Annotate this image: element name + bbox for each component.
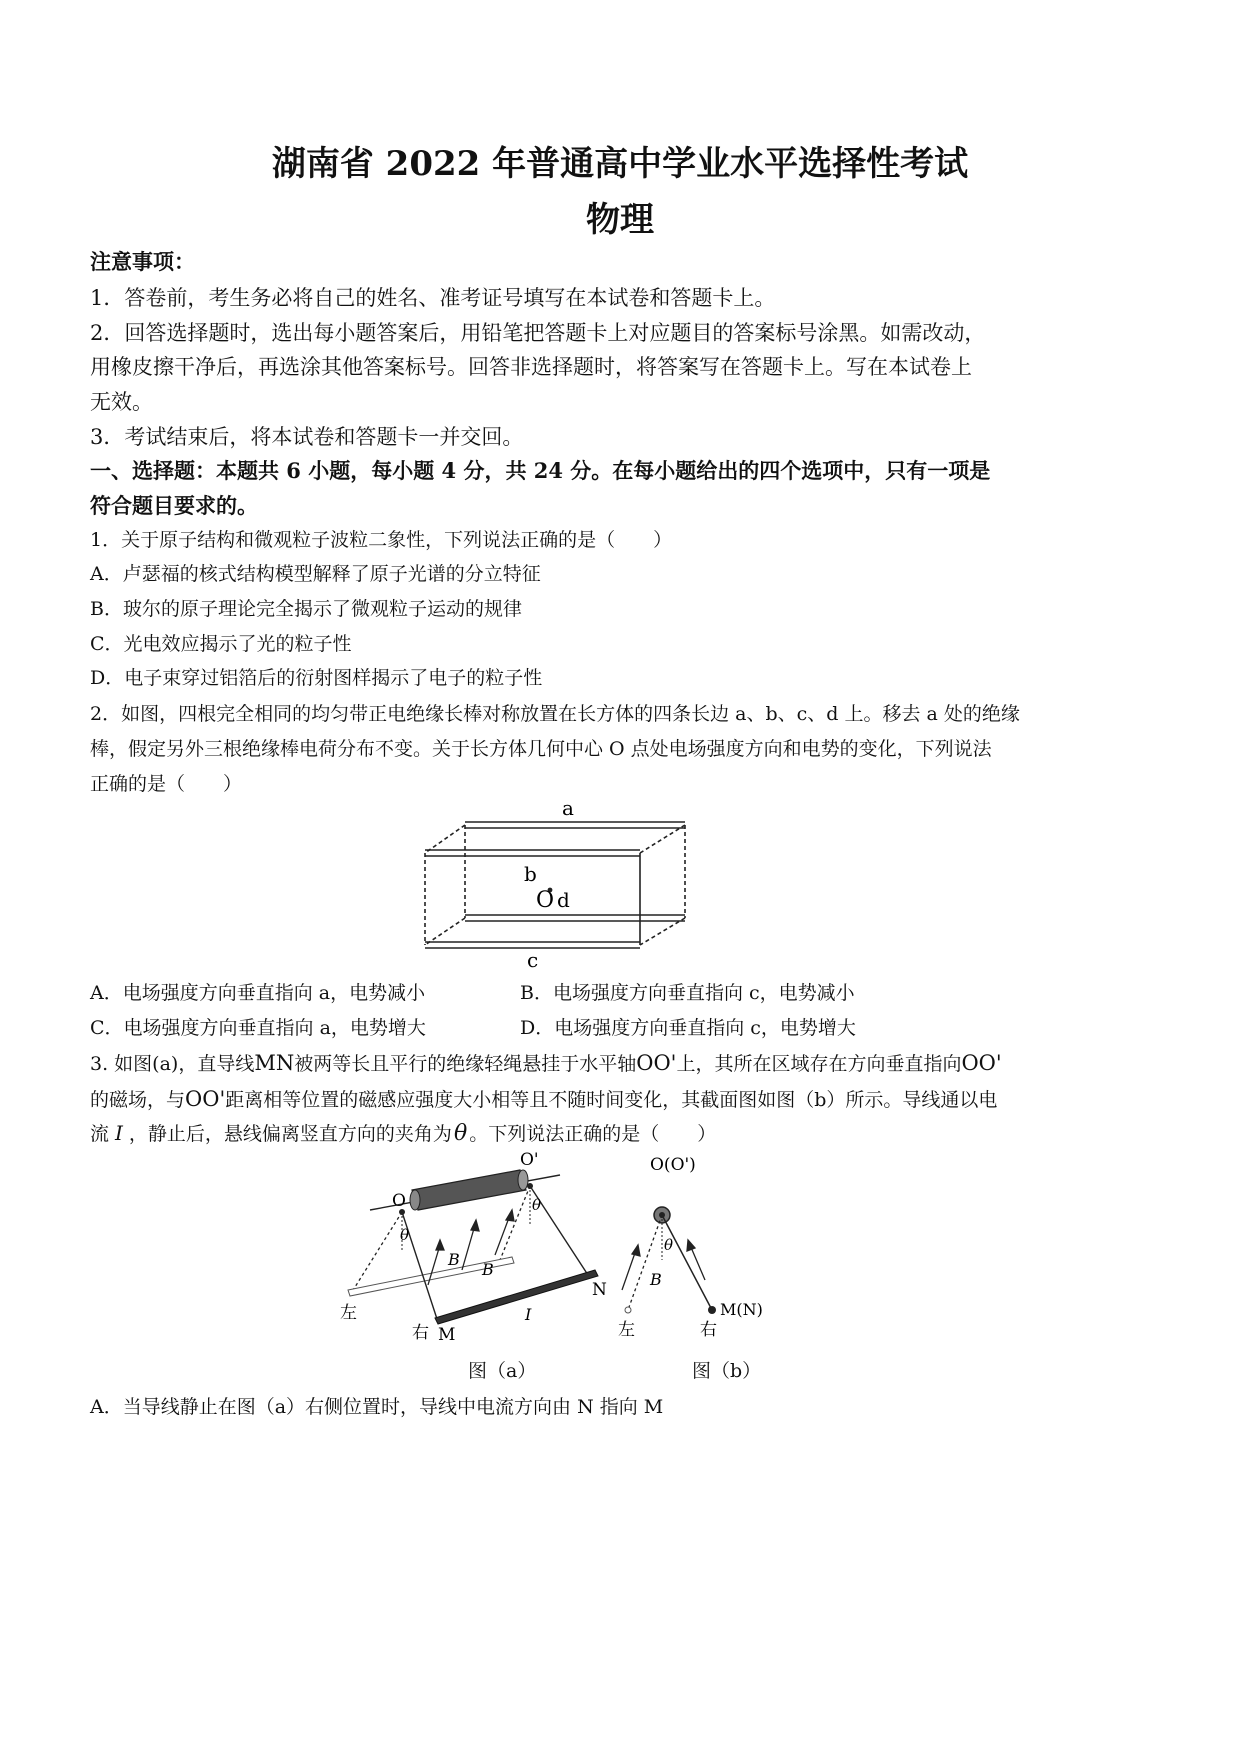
q3-stem-line-3	[90, 1119, 716, 1146]
q3-stem-line-1	[90, 1049, 1002, 1076]
q3-caption-b: 图（b）	[692, 1360, 762, 1382]
q3a-wire-mn	[435, 1270, 598, 1324]
q3-text-1b: 被两等长且平行的绝缘轻绳悬挂于水平轴	[294, 1053, 637, 1075]
q1-stem: 1．关于原子结构和微观粒子波粒二象性，下列说法正确的是（ ）	[90, 529, 673, 551]
q2-edge-depth-bl	[425, 918, 465, 945]
q2-rod-a	[465, 822, 685, 828]
q3-text-3c: 。下列说法正确的是（ ）	[469, 1123, 717, 1145]
q3b-label-right: 右	[700, 1320, 717, 1340]
q3b-wire-left	[625, 1307, 631, 1313]
q2-rod-d	[465, 915, 685, 921]
q3-text-1c: 上，其所在区域存在方向垂直指向	[676, 1053, 962, 1075]
notice-item-2-line-2: 用橡皮擦干净后，再选涂其他答案标号。回答非选择题时，将答案写在答题卡上。写在本试卷上	[90, 355, 972, 379]
q2-label-a: a	[562, 796, 574, 820]
notice-item-3: 3．考试结束后，将本试卷和答题卡一并交回。	[90, 425, 524, 449]
q3a-label-theta-1: θ	[400, 1226, 410, 1244]
q3-option-a: A．当导线静止在图（a）右侧位置时，导线中电流方向由 N 指向 M	[90, 1396, 664, 1418]
q3b-string-right	[662, 1215, 712, 1310]
q3a-b-arrow-2	[462, 1220, 479, 1270]
q3-stem-line-2	[90, 1085, 997, 1112]
q2-label-b: b	[524, 862, 537, 886]
q3a-label-b-2: B	[482, 1260, 494, 1279]
q3-mn-symbol: MN	[254, 1051, 295, 1075]
q3b-string-left	[628, 1215, 662, 1310]
q2-option-d: D．电场强度方向垂直指向 c，电势增大	[520, 1017, 856, 1039]
q3b-label-theta: θ	[664, 1236, 674, 1254]
q3a-label-theta-2: θ	[532, 1196, 542, 1214]
q3b-label-b: B	[650, 1270, 662, 1289]
q3b-label-m: M(N)	[720, 1300, 763, 1319]
q3b-label-left: 左	[618, 1320, 635, 1340]
q2-rod-b	[425, 850, 640, 856]
q3b-label-o: O(O')	[650, 1155, 696, 1175]
q2-option-a: A．电场强度方向垂直指向 a，电势减小	[90, 982, 426, 1004]
q1-option-b: B．玻尔的原子理论完全揭示了微观粒子运动的规律	[90, 598, 522, 620]
q3-text-1a: 3. 如图(a)，直导线	[90, 1053, 255, 1075]
q1-option-d: D．电子束穿过铝箔后的衍射图样揭示了电子的粒子性	[90, 667, 543, 689]
q3-text-3a: 流	[90, 1123, 110, 1145]
q3-caption-a: 图（a）	[468, 1360, 537, 1382]
q3a-label-n: N	[592, 1280, 607, 1300]
q2-edge-depth-tl	[425, 825, 465, 853]
q3b-b-arrow-2	[687, 1240, 705, 1280]
q3a-label-i: I	[525, 1305, 532, 1324]
q2-edge-depth-tr	[640, 825, 685, 853]
q2-option-c: C．电场强度方向垂直指向 a，电势增大	[90, 1017, 426, 1039]
q3-figure-b	[600, 1150, 810, 1345]
exam-subject: 物理	[586, 200, 654, 240]
q3-text-3b: ，静止后，悬线偏离竖直方向的夹角为	[128, 1123, 452, 1145]
q3b-wire-right	[708, 1306, 716, 1314]
section-1-heading-line-1: 一、选择题：本题共 6 小题，每小题 4 分，共 24 分。在每小题给出的四个选项中，只有一项是	[90, 458, 991, 483]
q3-theta-symbol: θ	[453, 1121, 468, 1146]
notice-item-2-line-3: 无效。	[90, 390, 153, 414]
q3-oo-symbol-2: OO'	[961, 1051, 1002, 1075]
notice-item-2-line-1: 2．回答选择题时，选出每小题答案后，用铅笔把答题卡上对应题目的答案标号涂黑。如需改动，	[90, 321, 986, 345]
q3-text-2a: 的磁场，与	[90, 1089, 186, 1111]
q2-edge-depth-br	[640, 918, 685, 945]
notice-item-1: 1．答卷前，考生务必将自己的姓名、准考证号填写在本试卷和答题卡上。	[90, 286, 776, 310]
q3-text-2b: 距离相等位置的磁感应强度大小相等且不随时间变化，其截面图如图（b）所示。导线通以电	[225, 1089, 998, 1111]
section-1-heading-line-2: 符合题目要求的。	[90, 493, 258, 518]
q3-oo-symbol-3: OO'	[185, 1087, 226, 1111]
q1-option-a: A．卢瑟福的核式结构模型解释了原子光谱的分立特征	[90, 563, 541, 585]
q3a-label-left: 左	[340, 1303, 357, 1323]
q3a-label-b-1: B	[448, 1250, 460, 1269]
q2-option-b: B．电场强度方向垂直指向 c，电势减小	[520, 982, 855, 1004]
notice-heading: 注意事项：	[90, 249, 195, 274]
q3a-label-right: 右	[412, 1323, 429, 1343]
q1-option-c: C．光电效应揭示了光的粒子性	[90, 633, 352, 655]
q3-oo-symbol-1: OO'	[636, 1051, 677, 1075]
q3a-label-o: O	[392, 1191, 406, 1211]
q3a-label-m: M	[438, 1325, 456, 1345]
q3a-label-op: O'	[520, 1150, 539, 1170]
q2-label-d: d	[557, 888, 570, 912]
q3-figure-a	[330, 1150, 630, 1345]
q3a-string-left-2	[500, 1186, 530, 1260]
q3-current-symbol: I	[115, 1121, 123, 1145]
q2-label-c: c	[527, 948, 539, 970]
q2-figure	[410, 795, 710, 970]
q2-stem-line-3: 正确的是（ ）	[90, 773, 243, 795]
q2-stem-line-1: 2．如图，四根完全相同的均匀带正电绝缘长棒对称放置在长方体的四条长边 a、b、c、d 上。移去 a 处的绝缘	[90, 703, 1020, 725]
q2-label-o: O	[536, 888, 555, 913]
q2-stem-line-2: 棒，假定另外三根绝缘棒电荷分布不变。关于长方体几何中心 O 点处电场强度方向和电势的变化，下列说法	[90, 738, 992, 760]
q3a-axis-cylinder	[410, 1170, 528, 1210]
exam-title: 湖南省 2022 年普通高中学业水平选择性考试	[271, 144, 969, 184]
